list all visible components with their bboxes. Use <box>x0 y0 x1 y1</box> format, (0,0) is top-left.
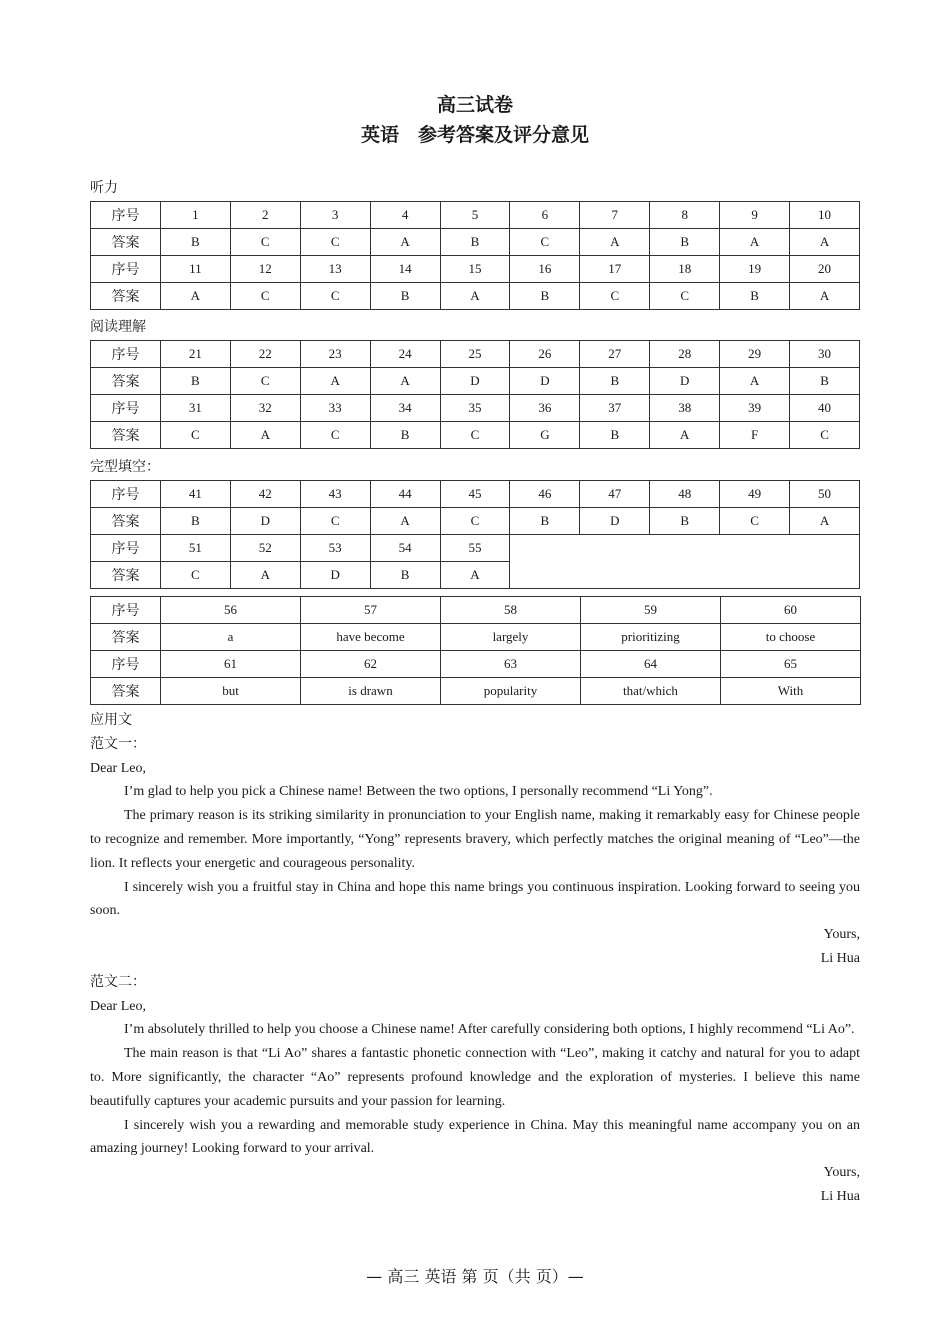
section-label-listening: 听力 <box>90 180 118 196</box>
table-row <box>91 508 860 535</box>
answer-cell: A <box>440 283 510 310</box>
question-number: 57 <box>301 597 441 624</box>
table-row <box>91 597 861 624</box>
question-number: 37 <box>580 395 650 422</box>
question-number: 26 <box>510 341 580 368</box>
essay-1-closing: Yours, <box>823 927 860 943</box>
question-number: 4 <box>370 202 440 229</box>
answer-cell: largely <box>441 624 581 651</box>
answer-cell: B <box>790 368 860 395</box>
question-number: 31 <box>160 395 230 422</box>
answer-cell: a <box>161 624 301 651</box>
answer-cell: B <box>370 283 440 310</box>
answer-cell: B <box>160 368 230 395</box>
table-row <box>91 256 860 283</box>
answer-cell: D <box>650 368 720 395</box>
reading-answer-table <box>90 340 860 449</box>
cloze-answer-table <box>90 480 860 589</box>
question-number: 18 <box>650 256 720 283</box>
row-label-number: 序号 <box>91 597 161 624</box>
question-number: 16 <box>510 256 580 283</box>
question-number: 53 <box>300 535 370 562</box>
row-label-number: 序号 <box>91 341 161 368</box>
question-number: 23 <box>300 341 370 368</box>
question-number: 36 <box>510 395 580 422</box>
row-label-number: 序号 <box>91 395 161 422</box>
row-label-answer: 答案 <box>91 283 161 310</box>
question-number: 38 <box>650 395 720 422</box>
answer-cell: C <box>440 422 510 449</box>
essay-2-greeting: Dear Leo, <box>90 998 146 1014</box>
row-label-number: 序号 <box>91 202 161 229</box>
question-number: 2 <box>230 202 300 229</box>
answer-cell: C <box>300 508 370 535</box>
question-number: 65 <box>721 651 861 678</box>
question-number: 11 <box>160 256 230 283</box>
essay-1-greeting: Dear Leo, <box>90 760 146 776</box>
question-number: 13 <box>300 256 370 283</box>
answer-cell: have become <box>301 624 441 651</box>
question-number: 8 <box>650 202 720 229</box>
answer-cell: C <box>650 283 720 310</box>
answer-cell: A <box>790 229 860 256</box>
answer-cell: B <box>650 229 720 256</box>
table-row <box>91 283 860 310</box>
essay-1-signature: Li Hua <box>820 950 860 966</box>
answer-cell: B <box>160 229 230 256</box>
answer-cell: A <box>580 229 650 256</box>
answer-cell: A <box>300 368 370 395</box>
table-row <box>91 678 861 705</box>
answer-cell: With <box>721 678 861 705</box>
question-number: 25 <box>440 341 510 368</box>
answer-cell: A <box>370 508 440 535</box>
question-number: 6 <box>510 202 580 229</box>
row-label-answer: 答案 <box>91 508 161 535</box>
answer-cell: prioritizing <box>581 624 721 651</box>
question-number: 58 <box>441 597 581 624</box>
question-number: 60 <box>721 597 861 624</box>
essay-2-paragraph: The main reason is that “Li Ao” shares a fantastic phonetic connection with “Leo”, making it catchy and natural for you to adapt to. More significantly, the character “Ao” represents profound knowledge and the exploration of mysteries. I believe this name beautifully captures your academic pursuits and your passion for learning. <box>90 1046 860 1109</box>
question-number: 3 <box>300 202 370 229</box>
table-row <box>91 651 861 678</box>
question-number: 7 <box>580 202 650 229</box>
question-number: 55 <box>440 535 510 562</box>
row-label-number: 序号 <box>91 535 161 562</box>
question-number: 62 <box>301 651 441 678</box>
question-number: 52 <box>230 535 300 562</box>
table-row <box>91 535 860 562</box>
writing-section <box>90 709 860 1209</box>
essay-1-paragraph: I’m glad to help you pick a Chinese name! Between the two options, I personally recommend “Li Yong”. <box>124 784 713 800</box>
question-number: 48 <box>650 481 720 508</box>
answer-cell: C <box>720 508 790 535</box>
essay-1-paragraph: The primary reason is its striking similarity in pronunciation to your English name, making it remarkably easy for Chinese people to recognize and remember. More importantly, “Yong” represents bravery, which perfectly matches the original meaning of “Leo”—the lion. It reflects your energetic and courageous personality. <box>90 808 860 871</box>
answer-cell: D <box>580 508 650 535</box>
essay-2-signature: Li Hua <box>820 1188 860 1204</box>
row-label-answer: 答案 <box>91 229 161 256</box>
table-row <box>91 368 860 395</box>
page-subtitle: 英语 参考答案及评分意见 <box>360 124 589 146</box>
question-number: 51 <box>160 535 230 562</box>
question-number: 40 <box>790 395 860 422</box>
question-number: 5 <box>440 202 510 229</box>
question-number: 20 <box>790 256 860 283</box>
answer-cell: A <box>720 368 790 395</box>
row-label-number: 序号 <box>91 481 161 508</box>
question-number: 35 <box>440 395 510 422</box>
question-number: 28 <box>650 341 720 368</box>
question-number: 56 <box>161 597 301 624</box>
question-number: 63 <box>441 651 581 678</box>
row-label-answer: 答案 <box>91 562 161 589</box>
answer-cell: C <box>230 283 300 310</box>
answer-cell: that/which <box>581 678 721 705</box>
question-number: 46 <box>510 481 580 508</box>
answer-cell: A <box>230 422 300 449</box>
answer-cell: C <box>580 283 650 310</box>
answer-cell: D <box>230 508 300 535</box>
section-label-reading: 阅读理解 <box>90 319 146 335</box>
table-row <box>91 202 860 229</box>
question-number: 10 <box>790 202 860 229</box>
row-label-answer: 答案 <box>91 624 161 651</box>
grammar-fill-table <box>90 596 861 705</box>
table-row <box>91 341 860 368</box>
question-number: 1 <box>160 202 230 229</box>
answer-cell: C <box>160 422 230 449</box>
row-label-answer: 答案 <box>91 678 161 705</box>
answer-cell: popularity <box>441 678 581 705</box>
answer-cell: A <box>160 283 230 310</box>
answer-cell: C <box>230 368 300 395</box>
table-row <box>91 422 860 449</box>
question-number: 22 <box>230 341 300 368</box>
answer-cell: B <box>440 229 510 256</box>
table-row <box>91 624 861 651</box>
section-label-cloze: 完型填空： <box>90 459 160 475</box>
answer-cell: D <box>510 368 580 395</box>
answer-cell: A <box>650 422 720 449</box>
question-number: 42 <box>230 481 300 508</box>
answer-cell: C <box>300 283 370 310</box>
question-number: 49 <box>720 481 790 508</box>
answer-cell: A <box>790 283 860 310</box>
essay-2-heading: 范文二： <box>90 973 146 990</box>
answer-cell: C <box>440 508 510 535</box>
answer-cell: B <box>580 422 650 449</box>
answer-cell: A <box>370 368 440 395</box>
answer-cell: A <box>370 229 440 256</box>
answer-cell: A <box>440 562 510 589</box>
essay-1-heading: 范文一： <box>90 735 146 752</box>
question-number: 15 <box>440 256 510 283</box>
question-number: 39 <box>720 395 790 422</box>
essay-1-paragraph: I sincerely wish you a fruitful stay in China and hope this name brings you continuous inspiration. Looking forward to seeing you soon. <box>90 879 860 919</box>
row-label-number: 序号 <box>91 256 161 283</box>
question-number: 43 <box>300 481 370 508</box>
row-label-answer: 答案 <box>91 422 161 449</box>
essay-2-paragraph: I’m absolutely thrilled to help you choose a Chinese name! After carefully considering both options, I highly recommend “Li Ao”. <box>124 1022 855 1038</box>
question-number: 9 <box>720 202 790 229</box>
question-number: 54 <box>370 535 440 562</box>
answer-cell: B <box>580 368 650 395</box>
answer-cell: B <box>160 508 230 535</box>
question-number: 33 <box>300 395 370 422</box>
question-number: 29 <box>720 341 790 368</box>
question-number: 41 <box>160 481 230 508</box>
essay-2-paragraph: I sincerely wish you a rewarding and memorable study experience in China. May this meaningful name accompany you on an amazing journey! Looking forward to your arrival. <box>90 1117 860 1157</box>
answer-cell: D <box>440 368 510 395</box>
answer-cell: C <box>510 229 580 256</box>
answer-cell: is drawn <box>301 678 441 705</box>
answer-cell: C <box>160 562 230 589</box>
question-number: 34 <box>370 395 440 422</box>
answer-cell: B <box>370 422 440 449</box>
section-label-writing: 应用文 <box>90 712 132 728</box>
question-number: 12 <box>230 256 300 283</box>
question-number: 21 <box>160 341 230 368</box>
answer-cell: to choose <box>721 624 861 651</box>
answer-cell: D <box>300 562 370 589</box>
essay-2-closing: Yours, <box>823 1165 860 1181</box>
answer-cell: B <box>370 562 440 589</box>
answer-cell: B <box>650 508 720 535</box>
page-footer: — 高三 英语 第 页（共 页）— <box>366 1267 584 1286</box>
answer-cell: A <box>720 229 790 256</box>
question-number: 19 <box>720 256 790 283</box>
listening-answer-table <box>90 201 860 310</box>
answer-cell: B <box>510 283 580 310</box>
question-number: 45 <box>440 481 510 508</box>
question-number: 61 <box>161 651 301 678</box>
empty-cell <box>510 535 860 589</box>
question-number: 47 <box>580 481 650 508</box>
answer-cell: C <box>790 422 860 449</box>
answer-cell: B <box>720 283 790 310</box>
table-row <box>91 229 860 256</box>
row-label-number: 序号 <box>91 651 161 678</box>
answer-cell: A <box>790 508 860 535</box>
question-number: 50 <box>790 481 860 508</box>
answer-cell: F <box>720 422 790 449</box>
answer-cell: but <box>161 678 301 705</box>
question-number: 14 <box>370 256 440 283</box>
answer-cell: G <box>510 422 580 449</box>
question-number: 64 <box>581 651 721 678</box>
question-number: 27 <box>580 341 650 368</box>
question-number: 17 <box>580 256 650 283</box>
question-number: 24 <box>370 341 440 368</box>
page-title: 高三试卷 <box>436 94 513 116</box>
answer-cell: C <box>300 229 370 256</box>
question-number: 32 <box>230 395 300 422</box>
answer-cell: B <box>510 508 580 535</box>
question-number: 44 <box>370 481 440 508</box>
question-number: 59 <box>581 597 721 624</box>
answer-cell: C <box>300 422 370 449</box>
row-label-answer: 答案 <box>91 368 161 395</box>
table-row <box>91 481 860 508</box>
table-row <box>91 395 860 422</box>
question-number: 30 <box>790 341 860 368</box>
answer-cell: A <box>230 562 300 589</box>
answer-cell: C <box>230 229 300 256</box>
